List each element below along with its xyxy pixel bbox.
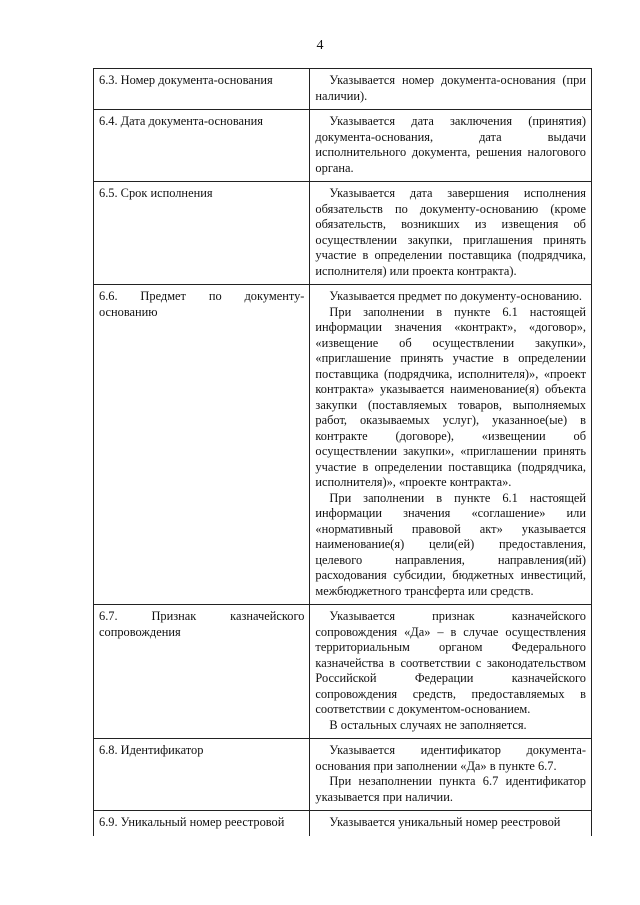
row-label: 6.9. Уникальный номер реестровой bbox=[94, 811, 310, 836]
table-row bbox=[94, 69, 592, 110]
description-paragraph: В остальных случаях не заполняется. bbox=[329, 717, 527, 732]
row-label bbox=[94, 285, 310, 605]
row-label: 6.8. Идентификатор bbox=[94, 739, 310, 811]
table-row bbox=[94, 739, 592, 811]
row-description bbox=[310, 285, 592, 605]
row-label-line: 6.6. Предмет по документу- bbox=[99, 289, 305, 303]
description-paragraph: Указывается предмет по документу-основанию. bbox=[329, 289, 583, 303]
row-label bbox=[94, 605, 310, 739]
description-paragraph: При заполнении в пункте 6.1 настоящей информации значения «соглашение» или «нормативный правовой акт» указывается наименование(я) цели(ей) предоставления, целевого направления, направления(ий) расходования субсидии, бюджетных инвестиций, межбюджетного трансферта или средств. bbox=[315, 490, 586, 598]
description-paragraph: Указывается признак казначейского сопровождения «Да» – в случае осуществления территориальным органом Федерального казначейства в соответствии с законодательством Российской Федерации казначейского сопровождения средств, предоставляемых в соответствии с документом-основанием. bbox=[315, 609, 586, 716]
row-description bbox=[310, 110, 592, 182]
description-paragraph: При незаполнении пункта 6.7 идентификатор указывается при наличии. bbox=[315, 774, 586, 804]
table-row bbox=[94, 811, 592, 836]
table-row bbox=[94, 285, 592, 605]
row-description bbox=[310, 605, 592, 739]
row-description bbox=[310, 182, 592, 285]
description-paragraph: Указывается идентификатор документа-основания при заполнении «Да» в пункте 6.7. bbox=[315, 743, 586, 773]
row-description bbox=[310, 811, 592, 836]
row-label: 6.5. Срок исполнения bbox=[94, 182, 310, 285]
row-description bbox=[310, 69, 592, 110]
row-label: 6.4. Дата документа-основания bbox=[94, 110, 310, 182]
row-label: 6.3. Номер документа-основания bbox=[94, 69, 310, 110]
requisites-table bbox=[93, 68, 592, 836]
description-paragraph: Указывается уникальный номер реестровой bbox=[329, 815, 561, 829]
row-label-line: сопровождения bbox=[99, 624, 181, 639]
row-description bbox=[310, 739, 592, 811]
page-number: 4 bbox=[316, 38, 324, 53]
table-row bbox=[94, 182, 592, 285]
description-paragraph: При заполнении в пункте 6.1 настоящей информации значения «контракт», «договор», «извещение об осуществлении закупки», «приглашение принять участие в определении поставщика (подрядчика, исполнителя)», «проект контракта» указывается наименование(я) объекта закупки (поставляемых товаров, выполняемых работ, оказываемых услуг), указанное(ые) в контракте (договоре), «извещении об осуществлении закупки», «приглашении принять участие в определении поставщика (подрядчика, исполнителя)», «проекте контракта». bbox=[315, 304, 586, 489]
row-label-line: основанию bbox=[99, 304, 158, 319]
table-row bbox=[94, 605, 592, 739]
table-row bbox=[94, 110, 592, 182]
description-paragraph: Указывается дата заключения (принятия) документа-основания, дата выдачи исполнительного документа, решения налогового органа. bbox=[315, 114, 586, 175]
row-label-line: 6.7. Признак казначейского bbox=[99, 609, 305, 623]
description-paragraph: Указывается дата завершения исполнения обязательств по документу-основанию (кроме обязательств, возникших из извещения об осуществлении закупки, приглашения принять участие в определении поставщика (подрядчика, исполнителя) или проекта контракта). bbox=[315, 186, 586, 278]
description-paragraph: Указывается номер документа-основания (при наличии). bbox=[315, 73, 586, 103]
